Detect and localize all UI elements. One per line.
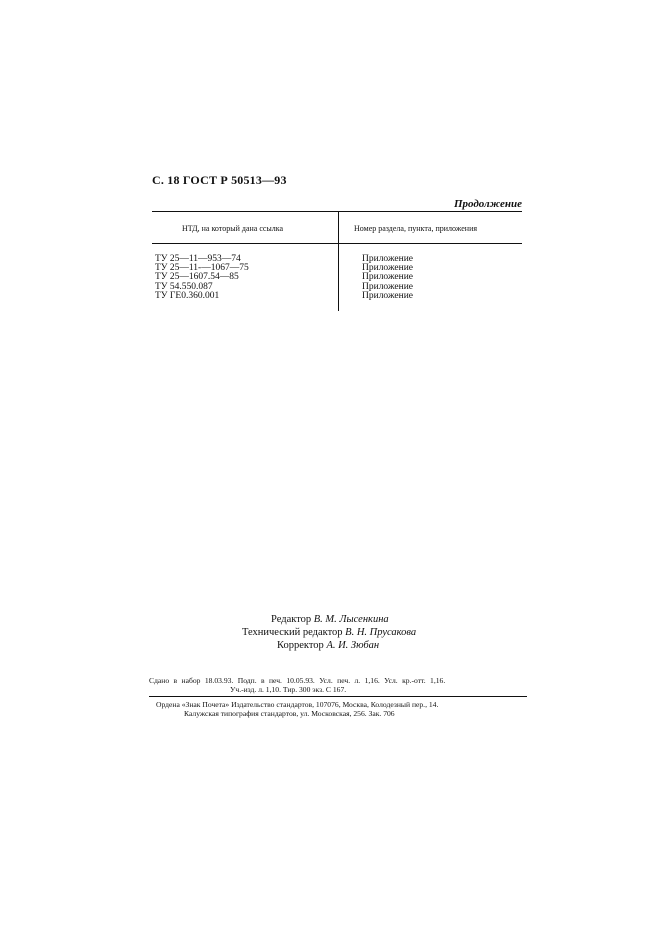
proofreader-role: Корректор — [277, 640, 324, 651]
column-header-section: Номер раздела, пункта, приложения — [354, 224, 478, 233]
publisher-block — [156, 700, 532, 718]
editor-credit — [242, 613, 416, 626]
publisher-line: Калужская типография стандартов, ул. Московская, 256. Зак. 706 — [184, 709, 395, 718]
table-header-rule — [152, 243, 522, 244]
table-cell-document: ТУ 25—1607.54—85 — [155, 272, 239, 283]
tech-editor-role: Технический редактор — [242, 627, 343, 638]
table-column-divider — [338, 211, 339, 311]
imprint-block — [149, 676, 525, 694]
table-cell-section: Приложение — [362, 263, 413, 274]
page-header: С. 18 ГОСТ Р 50513—93 — [152, 173, 287, 187]
editor-name: В. М. Лысенкина — [313, 614, 389, 625]
column-header-document: НТД, на который дана ссылка — [182, 224, 284, 233]
editor-role: Редактор — [271, 614, 312, 625]
publisher-line: Ордена «Знак Почета» Издательство стандартов, 107076, Москва, Колодезный пер., 14. — [156, 700, 439, 709]
imprint-line: Сдано в набор 18.03.93. Подп. в печ. 10.05.93. Усл. печ. л. 1,16. Усл. кр.-отт. 1,16. — [149, 676, 446, 685]
table-cell-document: ТУ 25—11-—1067—75 — [155, 263, 249, 274]
table-top-rule — [152, 211, 522, 212]
continuation-label: Продолжение — [453, 198, 522, 210]
reference-table — [152, 211, 522, 311]
imprint-divider — [149, 696, 527, 697]
credits-block — [242, 613, 416, 652]
table-cell-section: Приложение — [362, 290, 413, 301]
document-column — [155, 255, 249, 301]
imprint-line: Уч.-изд. л. 1,10. Тир. 300 экз. С 167. — [230, 685, 347, 694]
table-cell-section: Приложение — [362, 254, 413, 264]
proofreader-name: А. И. Зюбан — [326, 640, 380, 651]
section-column — [362, 255, 413, 301]
table-cell-document: ТУ 25—11—953—74 — [155, 254, 241, 264]
tech-editor-name: В. Н. Прусакова — [345, 627, 417, 638]
table-cell-document: ТУ ГЕ0.360.001 — [155, 290, 220, 301]
table-cell-section: Приложение — [362, 281, 413, 292]
table-cell-document: ТУ 54.550.087 — [155, 281, 213, 292]
tech-editor-credit — [242, 626, 416, 639]
table-cell-section: Приложение — [362, 272, 413, 283]
proofreader-credit — [242, 639, 416, 652]
